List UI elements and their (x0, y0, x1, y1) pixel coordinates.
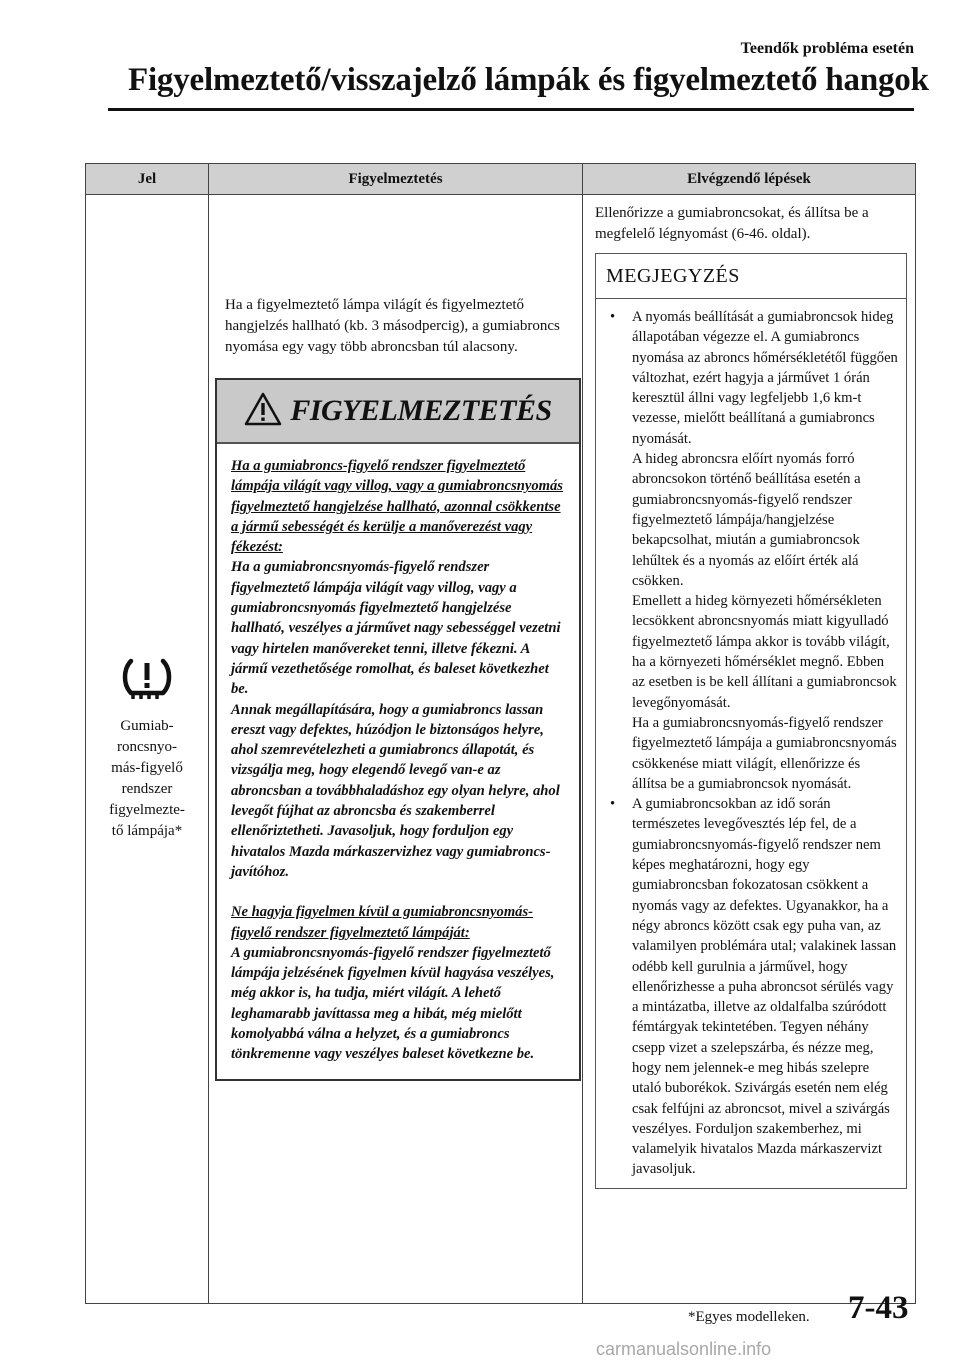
column-header-jel: Jel (86, 164, 209, 195)
warning-triangle-icon (244, 392, 282, 431)
section-header: Teendők probléma esetén (740, 40, 914, 57)
steps-cell (583, 195, 916, 1304)
page-number: 7-43 (848, 1290, 909, 1326)
table-row (86, 195, 916, 1304)
warning-paragraph-3: A gumiabroncsnyomás-figyelő rendszer figyelmeztető lámpája jelzésének figyelmen kívül hagyása veszélyes, még akkor is, ha tudja, miért világít. A lehető leghamarabb javíttassa meg a hibát, még mielőtt komolyabbá válna a helyzet, és a gumiabroncs tönkremenne vagy veszélyes baleset következne be. (231, 944, 555, 1063)
warning-box-header (217, 380, 579, 444)
note-box (595, 253, 907, 1189)
tire-pressure-warning-icon (119, 657, 175, 708)
column-header-lepesek: Elvégzendő lépések (583, 164, 916, 195)
list-item: • A gumiabroncsokban az idő során természetes levegővesztés lép fel, de a gumiabroncsnyomás-figyelő rendszer nem képes meghatározni, hogy egy gumiabroncsban fokozatosan csökkent a nyomás vagy az defektes. Ugyanakkor, ha a négy abroncs között csak egy puha van, az valamilyen problémára utal; valakinek lassan odébb kell gurulnia a járművel, hogy ellenőrizhesse a puha abroncsot sérülés vagy a mintázatba, illetve az oldalfalba szúródott fémtárgyak tekintetében. Tegyen néhány csepp vizet a szelepszárba, és nézze meg, hogy nem jelennek-e meg hibás szelepre utaló buborékok. Szivárgás esetén nem elég csak felfújni az abroncsot, mivel a szivárgás veszélyes. Forduljon szakemberhez, mi valamelyik hivatalos Mazda márkaszervizt javasoljuk. (604, 794, 898, 1180)
warning-heading-2: Ne hagyja figyelmen kívül a gumiabroncsnyomás-figyelő rendszer figyelmeztető lámpáját: (231, 904, 534, 941)
symbol-cell (86, 195, 209, 1304)
list-item: • A nyomás beállítását a gumiabroncsok hideg állapotában végezze el. A gumiabroncs nyomása az abroncs hőmérsékletétől függően változhat, ezért hagyja a járművet 1 órán keresztül állni vagy legfeljebb 1,6 km-t vezesse, mielőtt beállítaná a gumiabroncs nyomását. A hideg abroncsra előírt nyomás forró abroncsokon történő beállítása esetén a gumiabroncsnyomás-figyelő rendszer figyelmeztető lámpája/hangjelzése bekapcsolhat, miután a gumiabroncsok lehűltek és a nyomás az előírt érték alá csökken. Emellett a hideg környezeti hőmérsékleten lecsökkent abroncsnyomás miatt kigyulladó figyelmeztető lámpa akkor is tovább világít, ha a környezeti hőmérséklet megnő. Ebben az esetben is be kell állítani a gumiabroncsok levegőnyomását. Ha a gumiabroncsnyomás-figyelő rendszer figyelmeztető lámpája a gumiabroncsnyomás csökkenése miatt világít, ellenőrizze és állítsa be a gumiabroncsok nyomását. (604, 307, 898, 794)
warning-paragraph-1: Ha a gumiabroncsnyomás-figyelő rendszer figyelmeztető lámpája világít vagy villog, vagy a gumiabroncsnyomás figyelmeztető hangjelzése hallható, veszélyes a járművet nagy sebességgel vezetni vagy hirtelen manővereket tenni, illetve fékezni. A jármű vezethetősége romolhat, és baleset következhet be. (231, 559, 561, 698)
steps-intro: Ellenőrizze a gumiabroncsokat, és állítsa be a megfelelő légnyomást (6-46. oldal). (595, 205, 869, 242)
footnote: *Egyes modelleken. (688, 1309, 810, 1325)
header-divider (108, 108, 914, 111)
warning-title: FIGYELMEZTETÉS (290, 394, 552, 427)
watermark: carmanualsonline.info (596, 1339, 772, 1359)
page-title: Figyelmeztető/visszajelző lámpák és figyelmeztető hangok (128, 62, 929, 98)
warning-intro: Ha a figyelmeztető lámpa világít és figyelmeztető hangjelzés hallható (kb. 3 másodpercig), a gumiabroncs nyomása egy vagy több abroncsban túl alacsony. (225, 297, 560, 355)
warning-cell (209, 195, 583, 1304)
warning-lights-table (85, 163, 916, 1304)
warning-body (217, 444, 579, 1079)
symbol-label: Gumiab- roncsnyo- más-figyelő rendszer figyelmezte- tő lámpája* (109, 717, 185, 839)
note-body (596, 299, 906, 1188)
note-title: MEGJEGYZÉS (596, 254, 906, 299)
column-header-figyelmeztetes: Figyelmeztetés (209, 164, 583, 195)
warning-box (215, 378, 581, 1081)
warning-paragraph-2: Annak megállapítására, hogy a gumiabroncs lassan ereszt vagy defektes, húzódjon le biztonságos helyre, ahol szemrevételezheti a gumiabroncs állapotát, és vizsgálja meg, hogy elegendő levegő van-e az abroncsban a továbbhaladáshoz egy olyan helyre, ahol levegőt fújhat az abroncsba és szakemberrel ellenőriztetheti. Javasoljuk, hogy forduljon egy hivatalos Mazda márkaszervizhez vagy gumiabroncs-javítóhoz. (231, 701, 560, 880)
warning-heading-1: Ha a gumiabroncs-figyelő rendszer figyelmeztető lámpája világít vagy villog, vagy a gumiabroncsnyomás figyelmeztető hangjelzése hallható, azonnal csökkentse a jármű sebességét és kerülje a manőverezést vagy fékezést: (231, 458, 563, 556)
